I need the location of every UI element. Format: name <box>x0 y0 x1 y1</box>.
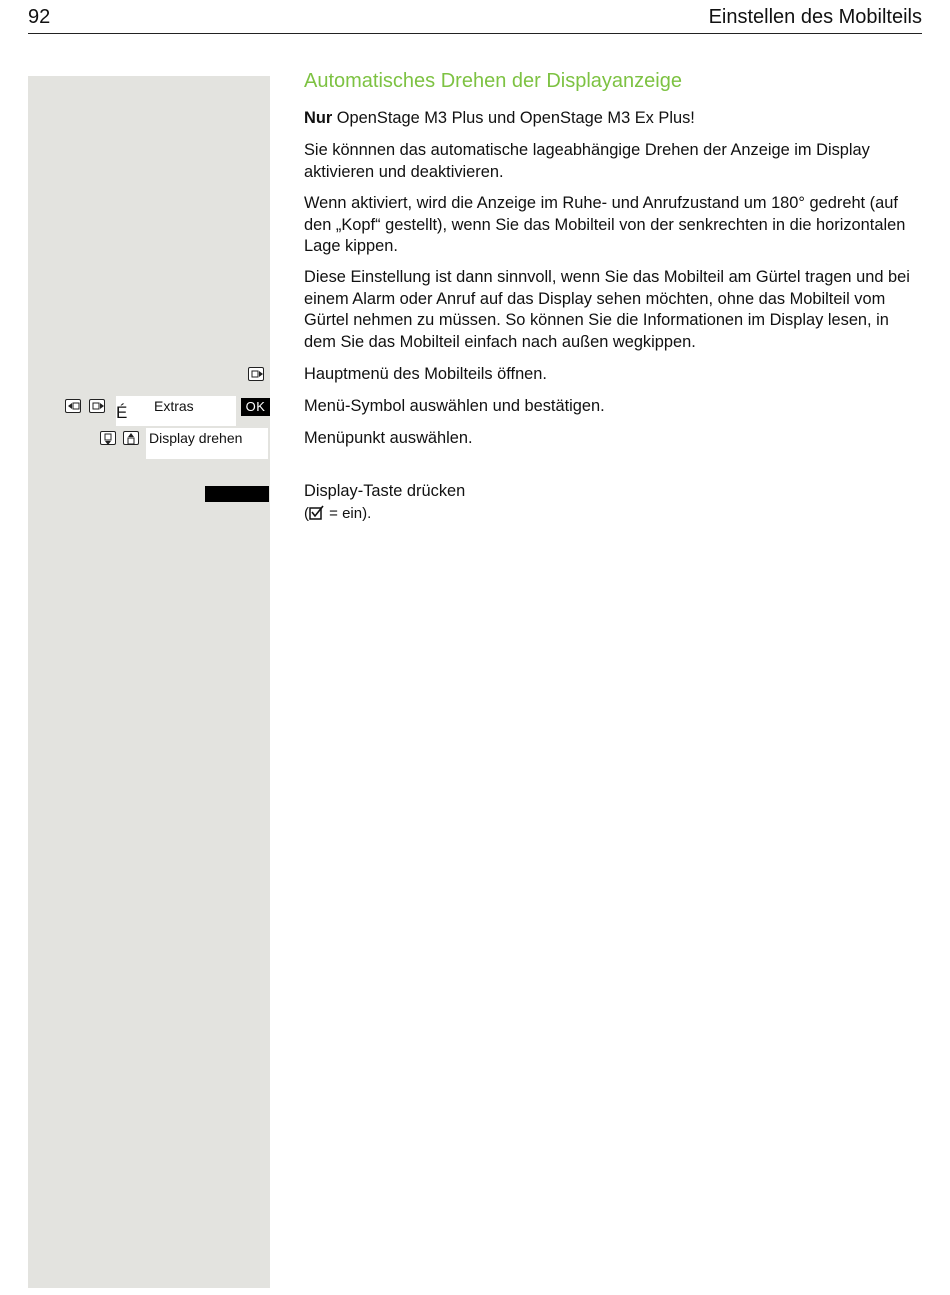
nav-right-key-icon <box>89 399 105 413</box>
extras-symbol: É <box>116 403 128 422</box>
ok-key: OK <box>241 398 270 416</box>
paragraph-activation: Wenn aktiviert, wird die Anzeige im Ruhe- und Anrufzustand um 180° gedreht (auf den „Kopf“ gestellt), wenn Sie das Mobilteil von der senkrechten in die horizontalen Lage kippen. <box>304 194 906 255</box>
section-title: Automatisches Drehen der Displayanzeige <box>304 70 682 92</box>
rotate-menu-display <box>146 428 268 459</box>
nav-up-key-icon <box>123 431 139 445</box>
extras-label: Extras <box>154 398 194 414</box>
instruction-sidebar <box>28 76 270 1288</box>
checked-box-icon <box>309 505 325 527</box>
running-title: Einstellen des Mobilteils <box>708 6 922 28</box>
nav-left-key-icon <box>65 399 81 413</box>
step-press-display-key: Display-Taste drücken <box>304 482 466 500</box>
models-bold: Nur <box>304 109 333 127</box>
rotate-label: Display drehen <box>149 430 243 446</box>
paragraph-intro: Sie könnnen das automatische lageabhängige Drehen der Anzeige im Display aktivieren und deaktivieren. <box>304 141 870 181</box>
page-number: 92 <box>28 6 51 28</box>
display-key <box>205 486 269 502</box>
toggle-note-text: = ein). <box>325 505 372 522</box>
step-select-symbol: Menü-Symbol auswählen und bestätigen. <box>304 397 605 415</box>
paragraph-models <box>304 108 924 130</box>
toggle-note-open: ( <box>304 505 309 522</box>
nav-down-key-icon <box>100 431 116 445</box>
step-open-menu: Hauptmenü des Mobilteils öffnen. <box>304 365 547 383</box>
extras-menu-display <box>116 396 236 426</box>
header-rule <box>28 33 922 34</box>
toggle-note <box>304 503 371 527</box>
paragraph-usecase: Diese Einstellung ist dann sinnvoll, wenn Sie das Mobilteil am Gürtel tragen und bei einem Alarm oder Anruf auf das Display sehen möchten, ohne das Mobilteil vom Gürtel nehmen zu müssen. So können Sie die Informationen im Display lesen, in dem Sie das Mobilteil einfach nach außen wegkippen. <box>304 268 910 351</box>
step-select-item: Menüpunkt auswählen. <box>304 429 473 447</box>
nav-right-key-icon <box>248 367 264 381</box>
models-text: OpenStage M3 Plus und OpenStage M3 Ex Plus! <box>332 109 695 127</box>
